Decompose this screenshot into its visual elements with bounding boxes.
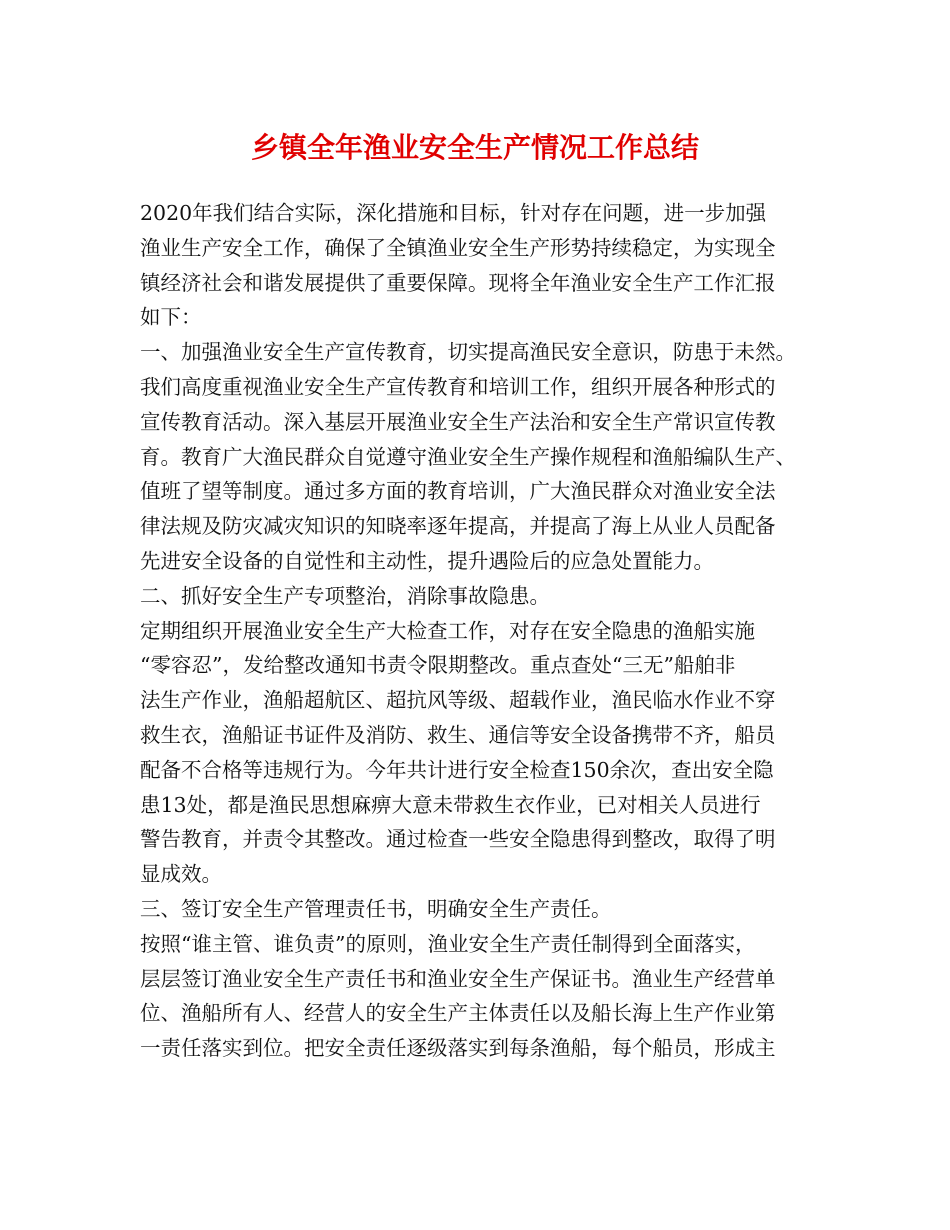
body-line: 层层签订渔业安全生产责任书和渔业安全生产保证书。渔业生产经营单 (140, 966, 776, 991)
body-line: 救生衣，渔船证书证件及消防、救生、通信等安全设备携带不齐，船员 (140, 722, 776, 747)
body-line: 警告教育，并责令其整改。通过检查一些安全隐患得到整改，取得了明 (140, 827, 776, 852)
body-line: 2020年我们结合实际，深化措施和目标，针对存在问题，进一步加强 (140, 201, 767, 225)
body-line: 一责任落实到位。把安全责任逐级落实到每条渔船，每个船员，形成主 (140, 1036, 776, 1061)
body-line: 宣传教育活动。深入基层开展渔业安全生产法治和安全生产常识宣传教 (140, 409, 776, 434)
body-line: 法生产作业，渔船超航区、超抗风等级、超载作业，渔民临水作业不穿 (140, 688, 776, 713)
body-line: 如下： (140, 305, 202, 330)
body-line: 镇经济社会和谐发展提供了重要保障。现将全年渔业安全生产工作汇报 (140, 270, 776, 295)
body-line: 先进安全设备的自觉性和主动性，提升遇险后的应急处置能力。 (140, 548, 714, 573)
section-heading-2: 二、抓好安全生产专项整治，消除事故隐患。 (140, 583, 550, 608)
section-heading-3: 三、签订安全生产管理责任书，明确安全生产责任。 (140, 896, 612, 921)
body-line: 值班了望等制度。通过多方面的教育培训，广大渔民群众对渔业安全法 (140, 479, 776, 504)
body-line: 配备不合格等违规行为。今年共计进行安全检查150余次，查出安全隐 (140, 757, 774, 782)
body-line: 按照“谁主管、谁负责”的原则，渔业安全生产责任制得到全面落实， (140, 931, 756, 956)
body-line: 显成效。 (140, 862, 222, 887)
body-line: 定期组织开展渔业安全生产大检查工作，对存在安全隐患的渔船实施 (140, 618, 755, 643)
body-line: 我们高度重视渔业安全生产宣传教育和培训工作，组织开展各种形式的 (140, 374, 776, 399)
body-line: 渔业生产安全工作，确保了全镇渔业安全生产形势持续稳定，为实现全 (140, 235, 776, 260)
document-title: 乡镇全年渔业安全生产情况工作总结 (250, 131, 699, 164)
body-line: 律法规及防灾减灾知识的知晓率逐年提高，并提高了海上从业人员配备 (140, 514, 776, 539)
body-line: 育。教育广大渔民群众自觉遵守渔业安全生产操作规程和渔船编队生产、 (140, 444, 796, 469)
body-line: 患13处，都是渔民思想麻痹大意未带救生衣作业，已对相关人员进行 (140, 792, 761, 817)
section-heading-1: 一、加强渔业安全生产宣传教育，切实提高渔民安全意识，防患于未然。 (140, 340, 796, 365)
body-line: 位、渔船所有人、经营人的安全生产主体责任以及船长海上生产作业第 (140, 1001, 776, 1026)
body-line: “零容忍”，发给整改通知书责令限期整改。重点查处“三无”船舶非 (140, 653, 736, 678)
document-body (140, 196, 815, 1066)
